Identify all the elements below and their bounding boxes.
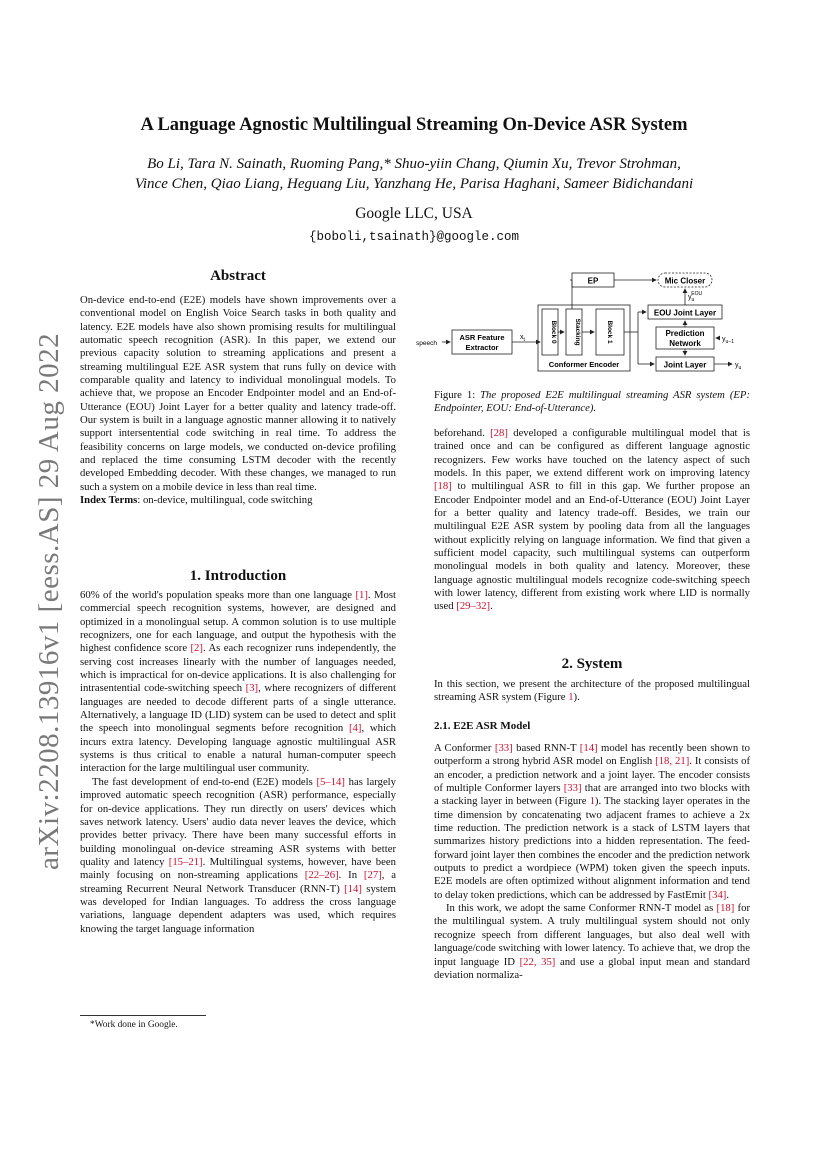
citation-link[interactable]: [33] bbox=[563, 782, 582, 795]
paragraph-text: The fast development of end-to-end (E2E) models bbox=[92, 775, 317, 788]
joint-layer-label: Joint Layer bbox=[663, 360, 707, 370]
asr-feature-extractor-label-2: Extractor bbox=[465, 343, 499, 352]
xt-label: $x_t$ bbox=[520, 334, 525, 343]
figure-1-caption bbox=[434, 389, 750, 416]
citation-link[interactable]: [27] bbox=[363, 869, 382, 882]
right-column-intro-continued bbox=[434, 427, 750, 614]
paragraph-text: , which incurs extra latency. Developing language agnostic multilingual ASR systems is thus critical to enable a natural human-computer speech interaction for the large multilingual user community. bbox=[80, 722, 397, 775]
citation-link[interactable]: [29–32] bbox=[456, 600, 491, 613]
author-list bbox=[0, 154, 828, 194]
authors-line-1: Bo Li, Tara N. Sainath, Ruoming Pang,* Shuo-yiin Chang, Qiumin Xu, Trevor Strohman, bbox=[147, 156, 681, 172]
citation-link[interactable]: [28] bbox=[490, 427, 508, 439]
eou-joint-label: EOU Joint Layer bbox=[653, 308, 717, 318]
citation-link[interactable]: 1 bbox=[589, 795, 595, 808]
citation-link[interactable]: [1] bbox=[355, 589, 368, 601]
paragraph-text: beforehand. bbox=[434, 427, 491, 439]
system-paragraph-2 bbox=[434, 742, 750, 902]
citation-link[interactable]: [3] bbox=[245, 682, 259, 695]
intro-paragraph-2 bbox=[80, 776, 396, 936]
citation-link[interactable]: [22–26] bbox=[304, 869, 339, 882]
paragraph-text: 60% of the world's population speaks more than one language bbox=[80, 589, 356, 601]
y-eou-label: $y_uEOU$ bbox=[688, 291, 703, 303]
prediction-network-label-2: Network bbox=[669, 339, 701, 348]
paragraph-text: In this section, we present the architecture of the proposed multilingual streaming ASR system (Figure bbox=[434, 678, 750, 704]
paragraph-text: based RNN-T bbox=[512, 742, 580, 754]
subsection-2-1-body bbox=[434, 742, 750, 982]
abstract-text: On-device end-to-end (E2E) models have shown improvements over a conventional model on English Voice Search tasks in both quality and latency. E2E models have also shown promising results for multilingual automatic speech recognition (ASR). In this paper, we extend our previous capacity solution to streaming applications and present a streaming multilingual E2E ASR system that runs fully on device with comparable quality and latency to individual monolingual models. To achieve that, we propose an Encoder Endpointer model and an End-of-Utterance (EOU) Joint Layer for a better quality and latency trade-off. Our system is built in a language agnostic manner allowing it to natively support intersentential code switching in real time. To address the feasibility concerns on large models, we conducted on-device profiling and replaced the time consuming LSTM decoder with the recently developed Embedding decoder. With these changes, we managed to run such a system on a mobile device in less than real time. bbox=[80, 294, 396, 493]
system-paragraph-1 bbox=[434, 678, 750, 705]
stacking-label: Stacking bbox=[574, 318, 581, 346]
citation-link[interactable]: [14] bbox=[579, 742, 598, 754]
intro-paragraph-3 bbox=[434, 427, 750, 614]
paragraph-text: to multilingual ASR to fill in this gap. We further propose an Encoder Endpointer model and an End-of-Utterance (EOU) Joint Layer for a better quality and latency trade-off. Besides, we train our multilingual E2E ASR system by pooling data from all the languages without explicitly relying on language information. We find that given a sufficient model capacity, such multilingual systems can outperform monolingual models in both quality and latency. Moreover, these language agnostic multilingual models recognize code-switching speech with lower latency, different from existing work where LID is normally used bbox=[434, 480, 750, 613]
paragraph-text: developed a configurable multilingual model that is trained once and can be configured as different language agnostic recognizers. Few works have touched on the latency aspect of such models. In this paper, we extend different work on improving latency bbox=[434, 427, 750, 480]
paragraph-text: model has recently been shown to outperform a strong hybrid ASR model on English bbox=[434, 742, 750, 768]
paragraph-text: . bbox=[726, 888, 730, 901]
paragraph-text: . Multilingual systems, however, have been mainly focusing on non-streaming applications bbox=[80, 855, 396, 882]
footnote-rule bbox=[80, 1015, 206, 1016]
speech-label: speech bbox=[416, 340, 437, 347]
figure-caption-text: The proposed E2E multilingual streaming ASR system (EP: Endpointer, EOU: End-of-Utterance). bbox=[434, 389, 751, 415]
paragraph-text: that are arranged into two blocks with a stacking layer in between (Figure bbox=[434, 782, 750, 808]
paragraph-text: . It consists of an encoder, a prediction network and a joint layer. The encoder consists of multiple Conformer layers bbox=[434, 755, 751, 795]
citation-link[interactable]: [18] bbox=[434, 480, 452, 493]
paragraph-text: . As each recognizer runs independently, the serving cost increases linearly with the number of languages needed, which is impractical for on-device applications. It is also challenging for intrasentential code-switching speech bbox=[80, 642, 396, 695]
paragraph-text: In this work, we adopt the same Conformer RNN-T model as bbox=[446, 902, 717, 915]
arxiv-stamp bbox=[8, 332, 65, 870]
citation-link[interactable]: [4] bbox=[348, 722, 362, 735]
subsection-2-1-heading: 2.1. E2E ASR Model bbox=[434, 720, 531, 732]
email: {boboli,tsainath}@google.com bbox=[308, 230, 520, 244]
block-0-label: Block 0 bbox=[550, 320, 557, 344]
paragraph-text: . Most commercial speech recognition systems, however, are designed and optimized in a monolingual setup. A common solution is to use multiple recognizers, one for each language, and output the hypothesis with the highest confidence score bbox=[80, 589, 396, 655]
asr-feature-extractor-label-1: ASR Feature bbox=[459, 333, 505, 342]
citation-link[interactable]: [18] bbox=[716, 902, 735, 915]
system-heading: 2. System bbox=[561, 656, 623, 672]
y-prev-label: $y_{u-1}$ bbox=[722, 336, 734, 345]
arxiv-id: arXiv:2208.13916v1 [eess.AS] 29 Aug 2022 bbox=[33, 332, 65, 870]
paragraph-text: has largely improved automatic speech recognition (ASR) performance, especially for on-device applications. They run directly on users' devices which saves network latency. Users' audio data never leaves the device, which provides better privacy. There have been many successful efforts in building monolingual on-device streaming ASR systems with better quality and latency bbox=[80, 775, 396, 868]
index-terms: : on-device, multilingual, code switching bbox=[137, 494, 313, 507]
index-terms-label: Index Terms bbox=[80, 494, 138, 507]
citation-link[interactable]: [22, 35] bbox=[519, 955, 556, 968]
paragraph-text: ). bbox=[573, 691, 580, 704]
prediction-network-label-1: Prediction bbox=[665, 329, 705, 338]
citation-link[interactable]: [2] bbox=[190, 642, 203, 655]
abstract-heading: Abstract bbox=[210, 268, 266, 284]
paragraph-text: for the multilingual system. A truly multilingual system should not only recognize speech from different languages, but also deal well with language/code switching with lower latency. To achieve that, we drop the input language ID bbox=[434, 902, 751, 968]
footnote: *Work done in Google. bbox=[90, 1020, 178, 1030]
intro-heading: 1. Introduction bbox=[189, 568, 287, 584]
paragraph-text: , where recognizers of different languages are needed to decode different parts of a single utterance. Alternatively, a language ID (LID) system can be used to detect and split the speech into monolingual segments before recognition bbox=[80, 682, 396, 735]
paragraph-text: system was developed for Indian languages. To address the cross language variations, language dependent adapters was used, which requires knowing the target language information bbox=[80, 882, 396, 935]
paragraph-text: A Conformer bbox=[434, 742, 495, 754]
figure-caption-label: Figure 1: bbox=[434, 389, 481, 401]
figure-1-diagram bbox=[412, 268, 752, 378]
authors-line-2: Vince Chen, Qiao Liang, Heguang Liu, Yanzhang He, Parisa Haghani, Sameer Bidichandani bbox=[134, 176, 694, 192]
abstract-body bbox=[80, 294, 396, 508]
citation-link[interactable]: [34] bbox=[708, 888, 727, 901]
citation-link[interactable]: [5–14] bbox=[316, 775, 345, 788]
intro-paragraph-1 bbox=[80, 589, 396, 776]
citation-link[interactable]: [15–21] bbox=[168, 855, 203, 868]
citation-link[interactable]: [33] bbox=[494, 742, 513, 754]
paragraph-text: , a streaming Recurrent Neural Network Transducer (RNN-T) bbox=[80, 869, 396, 895]
citation-link[interactable]: 1 bbox=[568, 691, 574, 704]
mic-closer-label: Mic Closer bbox=[664, 276, 706, 286]
citation-link[interactable]: [18, 21] bbox=[655, 755, 690, 768]
paragraph-text: . In bbox=[338, 869, 364, 882]
block-1-label: Block 1 bbox=[606, 320, 613, 344]
paper-title: A Language Agnostic Multilingual Streaming On-Device ASR System bbox=[140, 115, 688, 135]
paragraph-text: . bbox=[490, 600, 493, 613]
affiliation: Google LLC, USA bbox=[355, 205, 473, 222]
paragraph-text: and use a global input mean and standard deviation normaliza- bbox=[434, 955, 751, 981]
citation-link[interactable]: [14] bbox=[344, 882, 362, 895]
conformer-encoder-label: Conformer Encoder bbox=[548, 360, 620, 369]
system-intro bbox=[434, 678, 750, 705]
y-out-label: $y_u$ bbox=[735, 362, 742, 371]
paragraph-text: ). The stacking layer operates in the time dimension by concatenating two adjacent frames to achieve a 2x time reduction. The prediction network is a stack of LSTM layers that summarizes history predictions into a hidden representation. The feed-forward joint layer then combines the encoder and the prediction network outputs to predict a wordpiece (WPM) token given the speech inputs. E2E models are often optimized without alignment information and tend to delay token predictions, which can be addressed by FastEmit bbox=[434, 795, 750, 901]
intro-body bbox=[80, 589, 396, 936]
ep-label: EP bbox=[587, 276, 599, 286]
system-paragraph-3 bbox=[434, 902, 750, 982]
